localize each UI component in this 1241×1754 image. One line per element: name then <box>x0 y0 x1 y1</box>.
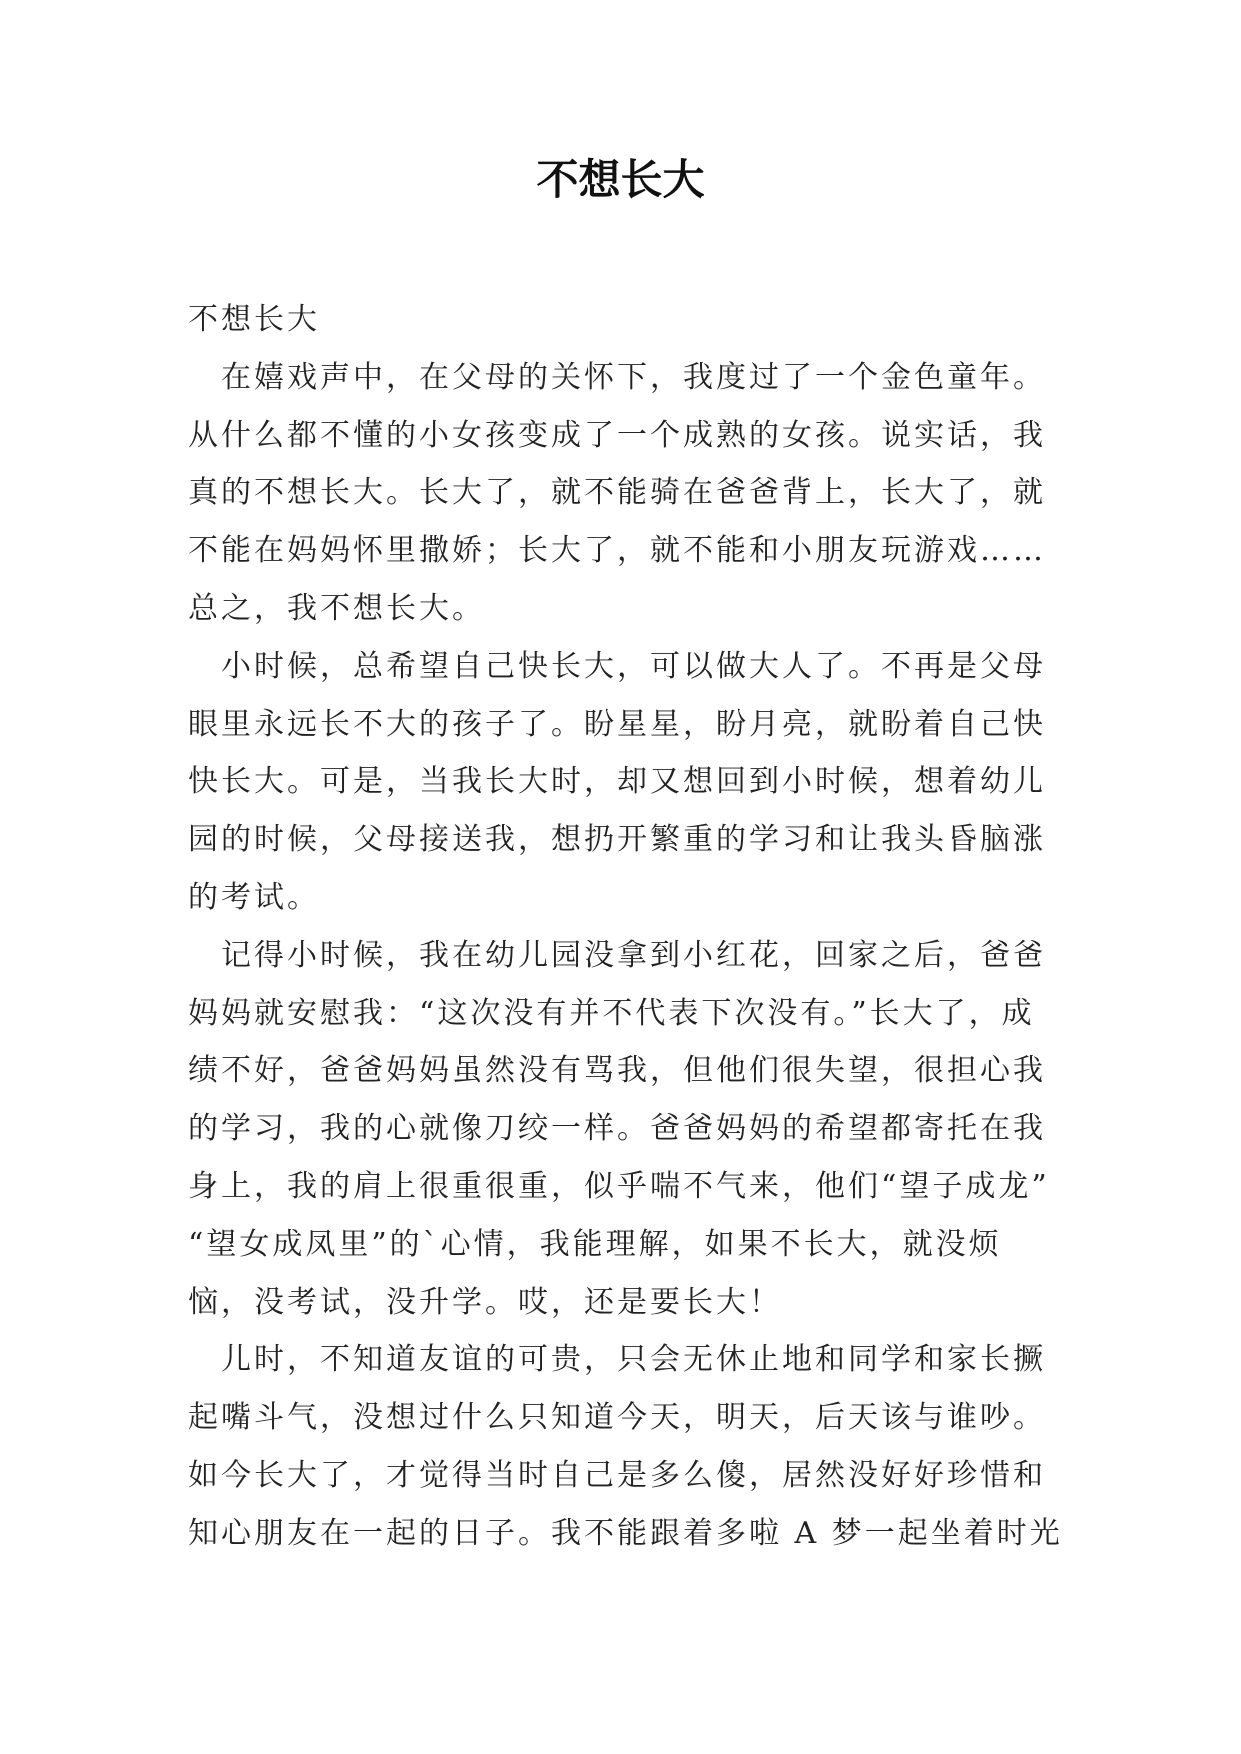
body-line: 妈妈就安慰我：“这次没有并不代表下次没有。”长大了，成 <box>188 995 1035 1031</box>
body-line: 的考试。 <box>188 879 320 915</box>
body-line: 不想长大 <box>188 302 320 337</box>
body-line: 知心朋友在一起的日子。我不能跟着多啦 A 梦一起坐着时光 <box>188 1515 1063 1551</box>
body-line: 从什么都不懂的小女孩变成了一个成熟的女孩。说实话，我 <box>188 417 1046 453</box>
body-line: 身上，我的肩上很重很重，似乎喘不气来，他们“望子成龙” <box>188 1168 1050 1204</box>
body-line: 小时候，总希望自己快长大，可以做大人了。不再是父母 <box>188 648 1046 684</box>
body-line: 不能在妈妈怀里撒娇；长大了，就不能和小朋友玩游戏…… <box>188 533 1046 569</box>
body-line: 在嬉戏声中，在父母的关怀下，我度过了一个金色童年。 <box>188 359 1046 395</box>
document-title: 不想长大 <box>536 155 705 204</box>
body-line: 真的不想长大。长大了，就不能骑在爸爸背上，长大了，就 <box>188 475 1046 511</box>
body-line: 恼，没考试，没升学。哎，还是要长大！ <box>188 1284 782 1320</box>
body-line: 快长大。可是，当我长大时，却又想回到小时候，想着幼儿 <box>188 764 1046 800</box>
body-line: “望女成凤里”的`心情，我能理解，如果不长大，就没烦 <box>188 1226 1002 1262</box>
body-line: 园的时候，父母接送我，想扔开繁重的学习和让我头昏脑涨 <box>188 822 1046 858</box>
body-line: 绩不好，爸爸妈妈虽然没有骂我，但他们很失望，很担心我 <box>188 1053 1046 1089</box>
body-line: 记得小时候，我在幼儿园没拿到小红花，回家之后，爸爸 <box>188 937 1046 973</box>
body-line: 儿时，不知道友谊的可贵，只会无休止地和同学和家长撅 <box>188 1342 1046 1378</box>
body-line: 总之，我不想长大。 <box>188 590 485 626</box>
document-body <box>188 291 1068 1563</box>
body-line: 起嘴斗气，没想过什么只知道今天，明天，后天该与谁吵。 <box>188 1400 1046 1436</box>
body-line: 如今长大了，才觉得当时自己是多么傻，居然没好好珍惜和 <box>188 1457 1046 1493</box>
body-line: 眼里永远长不大的孩子了。盼星星，盼月亮，就盼着自己快 <box>188 706 1046 742</box>
body-line: 的学习，我的心就像刀绞一样。爸爸妈妈的希望都寄托在我 <box>188 1111 1046 1147</box>
